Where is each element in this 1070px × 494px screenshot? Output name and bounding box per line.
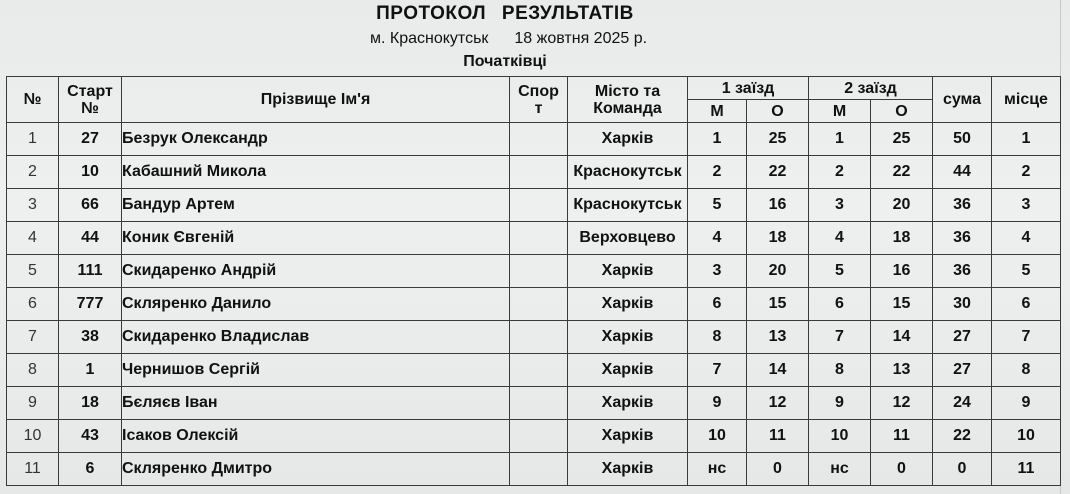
cell-run1-o: 14 xyxy=(747,354,809,387)
cell-sport xyxy=(510,288,568,321)
cell-place: 5 xyxy=(992,255,1061,288)
cell-place: 3 xyxy=(992,189,1061,222)
cell-place: 10 xyxy=(992,420,1061,453)
cell-run1-o: 13 xyxy=(747,321,809,354)
table-row xyxy=(7,288,1061,321)
category-title: Початківці xyxy=(463,53,547,70)
cell-run2-o: 20 xyxy=(871,189,933,222)
cell-start: 44 xyxy=(59,222,122,255)
cell-sport xyxy=(510,156,568,189)
col-header-run2-o: О xyxy=(871,100,933,123)
table-row xyxy=(7,453,1061,486)
cell-sum: 22 xyxy=(933,420,992,453)
cell-start: 38 xyxy=(59,321,122,354)
cell-run1-o: 0 xyxy=(747,453,809,486)
cell-start: 111 xyxy=(59,255,122,288)
cell-run1-o: 18 xyxy=(747,222,809,255)
event-place: м. Краснокутськ xyxy=(370,30,489,47)
cell-num: 6 xyxy=(7,288,59,321)
col-header-num: № xyxy=(7,77,59,123)
cell-run1-o: 15 xyxy=(747,288,809,321)
cell-num: 4 xyxy=(7,222,59,255)
cell-sport xyxy=(510,255,568,288)
cell-sum: 50 xyxy=(933,123,992,156)
cell-run2-m: 3 xyxy=(809,189,871,222)
col-header-run1-m: М xyxy=(688,100,747,123)
cell-run2-m: 2 xyxy=(809,156,871,189)
cell-run2-o: 22 xyxy=(871,156,933,189)
cell-start: 18 xyxy=(59,387,122,420)
cell-run1-m: 5 xyxy=(688,189,747,222)
cell-start: 6 xyxy=(59,453,122,486)
cell-place: 7 xyxy=(992,321,1061,354)
cell-name: Ісаков Олексій xyxy=(122,420,510,453)
cell-run2-m: 1 xyxy=(809,123,871,156)
cell-place: 6 xyxy=(992,288,1061,321)
cell-sum: 36 xyxy=(933,222,992,255)
cell-run1-o: 20 xyxy=(747,255,809,288)
cell-sport xyxy=(510,387,568,420)
cell-city: Харків xyxy=(568,255,688,288)
col-header-start-line1: Старт xyxy=(67,82,113,100)
col-header-city-line2: Команда xyxy=(593,99,662,117)
cell-run1-m: 8 xyxy=(688,321,747,354)
col-header-name: Прізвище Ім'я xyxy=(122,77,510,123)
event-date: 18 жовтня 2025 р. xyxy=(514,30,648,47)
cell-run1-m: 10 xyxy=(688,420,747,453)
cell-run2-o: 0 xyxy=(871,453,933,486)
cell-name: Кабашний Микола xyxy=(122,156,510,189)
cell-name: Чернишов Сергій xyxy=(122,354,510,387)
cell-sum: 0 xyxy=(933,453,992,486)
cell-sum: 44 xyxy=(933,156,992,189)
col-header-start xyxy=(59,77,122,123)
cell-start: 777 xyxy=(59,288,122,321)
col-header-sport xyxy=(510,77,568,123)
cell-name: Коник Євгеній xyxy=(122,222,510,255)
cell-run2-m: 6 xyxy=(809,288,871,321)
cell-city: Краснокутськ xyxy=(568,189,688,222)
cell-run1-m: нс xyxy=(688,453,747,486)
col-header-run2: 2 заїзд xyxy=(809,77,933,100)
cell-start: 1 xyxy=(59,354,122,387)
cell-num: 8 xyxy=(7,354,59,387)
results-table xyxy=(6,76,1061,486)
cell-run1-o: 22 xyxy=(747,156,809,189)
cell-run1-m: 6 xyxy=(688,288,747,321)
cell-run1-m: 1 xyxy=(688,123,747,156)
table-row xyxy=(7,255,1061,288)
table-row xyxy=(7,222,1061,255)
cell-run1-o: 11 xyxy=(747,420,809,453)
cell-sport xyxy=(510,420,568,453)
table-row xyxy=(7,420,1061,453)
cell-place: 2 xyxy=(992,156,1061,189)
cell-run1-m: 2 xyxy=(688,156,747,189)
col-header-sum: сума xyxy=(933,77,992,123)
table-row xyxy=(7,189,1061,222)
col-header-run2-m: М xyxy=(809,100,871,123)
cell-name: Скляренко Дмитро xyxy=(122,453,510,486)
cell-name: Скляренко Данило xyxy=(122,288,510,321)
table-row xyxy=(7,321,1061,354)
results-body xyxy=(7,123,1061,486)
cell-run2-o: 16 xyxy=(871,255,933,288)
cell-run1-m: 9 xyxy=(688,387,747,420)
table-row xyxy=(7,156,1061,189)
cell-run1-m: 7 xyxy=(688,354,747,387)
cell-place: 8 xyxy=(992,354,1061,387)
cell-run2-o: 25 xyxy=(871,123,933,156)
cell-city: Краснокутськ xyxy=(568,156,688,189)
cell-num: 9 xyxy=(7,387,59,420)
cell-run2-o: 12 xyxy=(871,387,933,420)
cell-city: Харків xyxy=(568,387,688,420)
cell-run2-m: 7 xyxy=(809,321,871,354)
cell-run2-o: 14 xyxy=(871,321,933,354)
cell-run2-m: 5 xyxy=(809,255,871,288)
cell-city: Верховцево xyxy=(568,222,688,255)
cell-run2-o: 15 xyxy=(871,288,933,321)
col-header-run1-o: О xyxy=(747,100,809,123)
cell-num: 2 xyxy=(7,156,59,189)
cell-sport xyxy=(510,354,568,387)
cell-sport xyxy=(510,321,568,354)
col-header-city-line1: Місто та xyxy=(594,82,661,100)
table-row xyxy=(7,123,1061,156)
col-header-run1: 1 заїзд xyxy=(688,77,809,100)
cell-num: 3 xyxy=(7,189,59,222)
cell-sum: 27 xyxy=(933,354,992,387)
cell-sum: 36 xyxy=(933,255,992,288)
cell-run2-o: 11 xyxy=(871,420,933,453)
cell-num: 10 xyxy=(7,420,59,453)
header-row xyxy=(7,77,1061,100)
cell-name: Скидаренко Владислав xyxy=(122,321,510,354)
cell-run1-o: 16 xyxy=(747,189,809,222)
col-header-place: місце xyxy=(992,77,1061,123)
cell-start: 43 xyxy=(59,420,122,453)
cell-run1-o: 12 xyxy=(747,387,809,420)
cell-name: Безрук Олександр xyxy=(122,123,510,156)
cell-run2-m: 8 xyxy=(809,354,871,387)
cell-run1-m: 3 xyxy=(688,255,747,288)
table-row xyxy=(7,387,1061,420)
place-and-date xyxy=(370,30,647,48)
cell-run1-o: 25 xyxy=(747,123,809,156)
cell-name: Скидаренко Андрій xyxy=(122,255,510,288)
cell-sum: 24 xyxy=(933,387,992,420)
cell-city: Харків xyxy=(568,288,688,321)
cell-num: 11 xyxy=(7,453,59,486)
table-row xyxy=(7,354,1061,387)
cell-sum: 27 xyxy=(933,321,992,354)
cell-sport xyxy=(510,453,568,486)
col-header-start-line2: № xyxy=(81,99,99,117)
cell-city: Харків xyxy=(568,420,688,453)
cell-run2-m: нс xyxy=(809,453,871,486)
cell-run2-m: 10 xyxy=(809,420,871,453)
cell-place: 1 xyxy=(992,123,1061,156)
protocol-title: ПРОТОКОЛ РЕЗУЛЬТАТІВ xyxy=(376,3,634,24)
cell-city: Харків xyxy=(568,453,688,486)
cell-name: Бєляєв Іван xyxy=(122,387,510,420)
col-header-sport-line1: Спор xyxy=(518,82,559,100)
cell-sport xyxy=(510,222,568,255)
cell-place: 11 xyxy=(992,453,1061,486)
cell-num: 7 xyxy=(7,321,59,354)
cell-place: 4 xyxy=(992,222,1061,255)
cell-sport xyxy=(510,189,568,222)
spreadsheet-gridline xyxy=(1060,0,1070,494)
cell-run2-m: 9 xyxy=(809,387,871,420)
cell-num: 5 xyxy=(7,255,59,288)
cell-city: Харків xyxy=(568,123,688,156)
cell-run2-o: 18 xyxy=(871,222,933,255)
cell-start: 27 xyxy=(59,123,122,156)
cell-run2-m: 4 xyxy=(809,222,871,255)
cell-sport xyxy=(510,123,568,156)
cell-num: 1 xyxy=(7,123,59,156)
col-header-city xyxy=(568,77,688,123)
cell-sum: 30 xyxy=(933,288,992,321)
cell-run1-m: 4 xyxy=(688,222,747,255)
cell-run2-o: 13 xyxy=(871,354,933,387)
cell-start: 66 xyxy=(59,189,122,222)
col-header-sport-line2: т xyxy=(534,99,543,117)
cell-place: 9 xyxy=(992,387,1061,420)
cell-start: 10 xyxy=(59,156,122,189)
cell-city: Харків xyxy=(568,354,688,387)
cell-city: Харків xyxy=(568,321,688,354)
cell-name: Бандур Артем xyxy=(122,189,510,222)
cell-sum: 36 xyxy=(933,189,992,222)
